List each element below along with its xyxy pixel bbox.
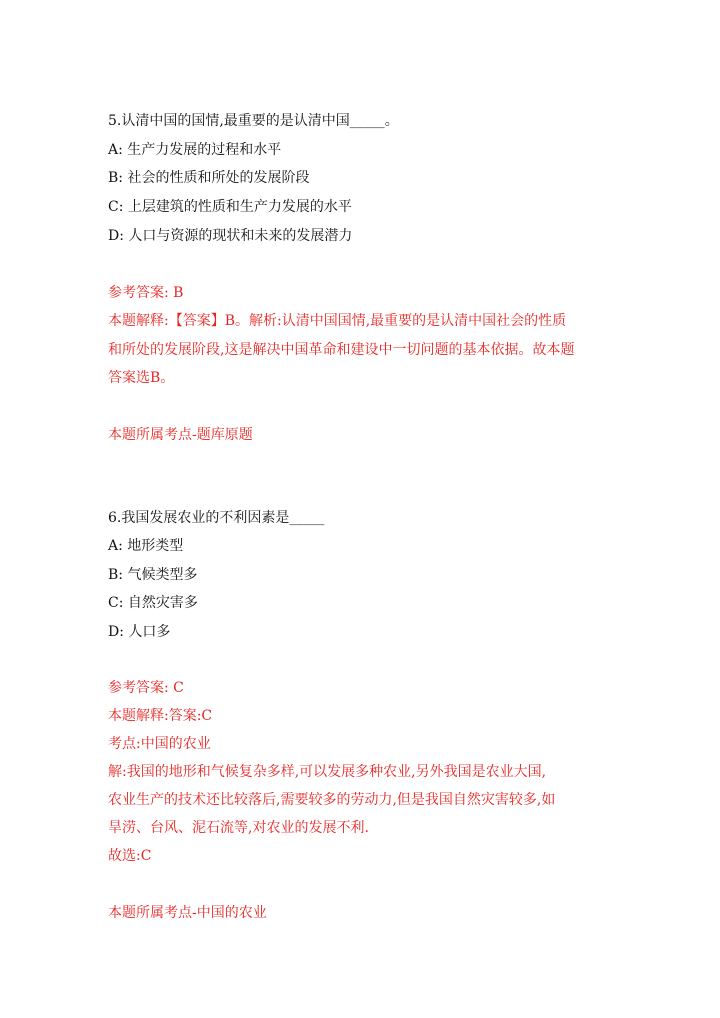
question-6-answer: 参考答案: C xyxy=(108,680,184,696)
question-6-explanation-line-1: 本题解释:答案:C xyxy=(108,708,213,724)
question-6-option-c: C: 自然灾害多 xyxy=(108,595,198,611)
question-5-explanation-line-3: 答案选B。 xyxy=(108,370,175,386)
question-5-topic: 本题所属考点-题库原题 xyxy=(108,427,253,443)
question-6-explanation-line-5: 旱涝、台风、泥石流等,对农业的发展不利. xyxy=(108,820,369,836)
question-6-option-b: B: 气候类型多 xyxy=(108,567,198,583)
question-6-option-d: D: 人口多 xyxy=(108,624,171,640)
question-5-stem: 5.认清中国的国情,最重要的是认清中国_____。 xyxy=(108,113,399,129)
question-5-explanation-line-2: 和所处的发展阶段,这是解决中国革命和建设中一切问题的基本依据。故本题 xyxy=(108,342,575,358)
question-6-option-a: A: 地形类型 xyxy=(108,538,184,554)
question-5-option-b: B: 社会的性质和所处的发展阶段 xyxy=(108,170,310,186)
question-6-stem: 6.我国发展农业的不利因素是_____ xyxy=(108,510,325,526)
question-6-explanation-line-3: 解:我国的地形和气候复杂多样,可以发展多种农业,另外我国是农业大国, xyxy=(108,764,547,780)
question-5-option-a: A: 生产力发展的过程和水平 xyxy=(108,142,282,158)
question-6-explanation-line-4: 农业生产的技术还比较落后,需要较多的劳动力,但是我国自然灾害较多,如 xyxy=(108,792,556,808)
question-5-option-d: D: 人口与资源的现状和未来的发展潜力 xyxy=(108,228,353,244)
question-5-explanation-line-1: 本题解释:【答案】B。解析:认清中国国情,最重要的是认清中国社会的性质 xyxy=(108,313,567,329)
question-5-answer: 参考答案: B xyxy=(108,285,184,301)
question-6-explanation-line-2: 考点:中国的农业 xyxy=(108,736,211,752)
question-5-option-c: C: 上层建筑的性质和生产力发展的水平 xyxy=(108,199,352,215)
question-6-explanation-line-6: 故选:C xyxy=(108,848,152,864)
question-6-topic: 本题所属考点-中国的农业 xyxy=(108,905,267,921)
